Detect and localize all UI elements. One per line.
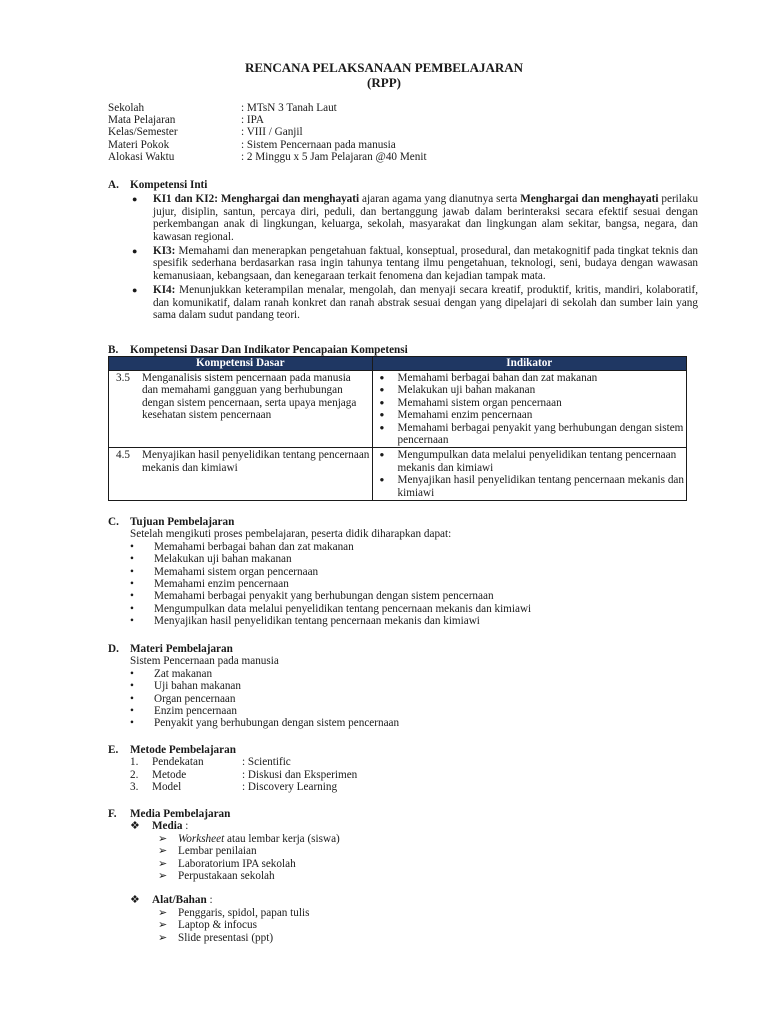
identity-value: : IPA	[241, 114, 264, 127]
media-label: Media	[152, 820, 183, 833]
section-kompetensi-inti	[108, 179, 698, 321]
identity-row	[108, 151, 427, 163]
metode-key: Model	[152, 781, 182, 794]
media-group	[130, 820, 698, 882]
list-item-text: Zat makanan	[154, 667, 213, 680]
section-intro: Setelah mengikuti proses pembelajaran, peserta didik diharapkan dapat:	[130, 528, 452, 541]
media-item-text: Laboratorium IPA sekolah	[178, 857, 296, 870]
list-item-text: Melakukan uji bahan makanan	[154, 553, 292, 566]
identity-row	[108, 114, 427, 126]
table-header-indikator: Indikator	[372, 357, 686, 371]
ki-label: KI4:	[153, 284, 176, 297]
identity-value: : VIII / Ganjil	[241, 126, 303, 139]
ki-emphasis: Menghargai dan menghayati	[520, 193, 659, 206]
bullet-icon: •	[130, 565, 134, 578]
alat-label: Alat/Bahan	[152, 894, 207, 907]
identity-value: : Sistem Pencernaan pada manusia	[241, 138, 396, 151]
table-header-row	[109, 357, 687, 371]
identity-key: Materi Pokok	[108, 138, 170, 151]
indikator-text: Mengumpulkan data melalui penyelidikan tentang pencernaan mekanis dan kimiawi	[397, 449, 677, 474]
alat-item-text: Penggaris, spidol, papan tulis	[178, 906, 310, 919]
metode-number: 2.	[130, 768, 139, 781]
table-row	[109, 448, 687, 501]
bullet-icon: ●	[379, 422, 385, 432]
bullet-icon: •	[130, 602, 134, 615]
ki-text: Memahami dan menerapkan pengetahuan faktual, konseptual, prosedural, dan metakognitif pada tingkat teknis dan spesifik sederhana berdasarkan rasa ingin tahunya tentang ilmu pengetahuan, teknologi, seni, budaya dengan wawasan kemanusiaan, kebangsaan, dan kenegaraan terkait fenomena dan kejadian tampak mata.	[153, 245, 699, 282]
kd-indikator-table	[108, 356, 687, 501]
section-title: Media Pembelajaran	[130, 808, 231, 820]
bullet-icon: •	[130, 615, 134, 628]
media-item-text: Perpustakaan sekolah	[178, 869, 275, 882]
arrow-bullet-icon: ➢	[158, 845, 168, 858]
arrow-bullet-icon: ➢	[158, 857, 168, 870]
arrow-bullet-icon: ➢	[158, 906, 168, 919]
identity-key: Alokasi Waktu	[108, 150, 175, 163]
metode-key: Pendekatan	[152, 756, 204, 769]
alat-heading	[130, 894, 698, 906]
section-title: Materi Pembelajaran	[130, 643, 233, 655]
kd-text: Menganalisis sistem pencernaan pada manusia dan memahami gangguan yang berhubungan dengan sistem pencernaan, serta upaya menjaga kesehatan sistem pencernaan	[142, 372, 357, 422]
metode-row	[130, 781, 698, 793]
list-item-text: Organ pencernaan	[154, 692, 236, 705]
media-heading	[130, 820, 698, 832]
bullet-icon: •	[130, 540, 134, 553]
kd-number: 3.5	[116, 372, 130, 384]
list-item	[130, 578, 698, 590]
identity-value: : MTsN 3 Tanah Laut	[241, 102, 337, 114]
list-item-text: Menyajikan hasil penyelidikan tentang pencernaan mekanis dan kimiawi	[154, 615, 480, 628]
identity-key: Sekolah	[108, 102, 145, 114]
section-title: Kompetensi Dasar Dan Indikator Pencapaian Kompetensi	[130, 344, 408, 356]
bullet-icon: ●	[132, 194, 138, 205]
identity-block	[108, 102, 427, 163]
indikator-item	[376, 372, 684, 384]
section-heading	[108, 808, 698, 820]
arrow-bullet-icon: ➢	[158, 931, 168, 944]
arrow-bullet-icon: ➢	[158, 919, 168, 932]
diamond-bullet-icon: ❖	[130, 820, 141, 833]
kd-cell	[109, 371, 373, 448]
alat-item-text: Slide presentasi (ppt)	[178, 931, 274, 944]
list-item	[130, 541, 698, 553]
section-letter: C.	[108, 516, 119, 528]
ki-emphasis: Menghargai dan menghayati	[220, 193, 360, 206]
materi-list	[130, 668, 698, 730]
section-heading	[108, 744, 698, 756]
list-item	[130, 615, 698, 627]
section-intro: Sistem Pencernaan pada manusia	[130, 655, 279, 668]
list-item-text: Memahami berbagai bahan dan zat makanan	[154, 540, 354, 553]
list-item-text: Memahami enzim pencernaan	[154, 577, 289, 590]
metode-key: Metode	[152, 768, 187, 781]
list-item	[130, 553, 698, 565]
list-item	[130, 668, 698, 680]
alat-colon: :	[209, 894, 213, 907]
section-heading	[108, 179, 698, 191]
section-kd-heading	[108, 344, 698, 356]
list-item-text: Memahami sistem organ pencernaan	[154, 565, 319, 578]
alat-item	[158, 907, 698, 919]
ki-text: perilaku jujur, disiplin, santun, percaya diri, peduli, dan bertanggung jawab dalam berinteraksi secara efektif sesuai dengan perkembangan anak di lingkungan, keluarga, sekolah, masyarakat dan lingkungan alam sekitar, bangsa, negara, dan kawasan regional.	[153, 193, 699, 243]
section-heading	[108, 344, 698, 356]
section-tujuan	[108, 516, 698, 628]
section-letter: D.	[108, 643, 119, 655]
list-item-text: Memahami berbagai penyakit yang berhubungan dengan sistem pencernaan	[154, 590, 494, 603]
metode-value: : Diskusi dan Eksperimen	[242, 768, 358, 781]
list-item-text: Mengumpulkan data melalui penyelidikan tentang pencernaan mekanis dan kimiawi	[154, 602, 532, 615]
indikator-text: Memahami sistem organ pencernaan	[397, 396, 562, 409]
list-item	[130, 680, 698, 692]
bullet-icon: ●	[132, 246, 138, 257]
indikator-text: Memahami berbagai penyakit yang berhubungan dengan sistem pencernaan	[397, 421, 684, 447]
ki-label: KI3:	[153, 245, 176, 258]
table-row	[109, 371, 687, 448]
section-title: Tujuan Pembelajaran	[130, 516, 235, 528]
ki-item	[108, 193, 698, 243]
media-item	[158, 858, 698, 870]
indikator-text: Memahami berbagai bahan dan zat makanan	[397, 372, 598, 384]
metode-row	[130, 769, 698, 781]
metode-row	[130, 756, 698, 768]
identity-key: Mata Pelajaran	[108, 114, 176, 127]
section-metode	[108, 744, 698, 794]
bullet-icon: ●	[379, 397, 385, 407]
ki-item	[108, 284, 698, 321]
bullet-icon: ●	[379, 410, 385, 420]
list-item	[130, 603, 698, 615]
identity-value: : 2 Minggu x 5 Jam Pelajaran @40 Menit	[241, 150, 427, 163]
section-letter: F.	[108, 808, 117, 820]
ki-text: Menunjukkan keterampilan menalar, mengolah, dan menyaji secara kreatif, produktif, kritis, mandiri, kolaboratif, dan komunikatif, dalam ranah konkret dan ranah abstrak sesuai dengan yang dipelajari di sekolah dan sumber lain yang sama dalam sudut pandang teori.	[153, 284, 698, 322]
section-letter: A.	[108, 179, 119, 191]
indikator-item	[376, 384, 684, 396]
list-item	[130, 693, 698, 705]
section-letter: B.	[108, 344, 119, 356]
metode-value: : Scientific	[242, 756, 291, 769]
arrow-bullet-icon: ➢	[158, 869, 168, 882]
bullet-icon: •	[130, 667, 134, 680]
metode-value: : Discovery Learning	[242, 781, 338, 794]
kd-text: Menyajikan hasil penyelidikan tentang pencernaan mekanis dan kimiawi	[142, 449, 370, 474]
bullet-icon: ●	[379, 450, 385, 460]
metode-number: 1.	[130, 756, 139, 769]
kd-number: 4.5	[116, 449, 130, 462]
bullet-icon: •	[130, 704, 134, 717]
identity-key: Kelas/Semester	[108, 126, 178, 139]
arrow-bullet-icon: ➢	[158, 832, 168, 845]
diamond-bullet-icon: ❖	[130, 894, 141, 907]
indikator-item	[376, 397, 684, 409]
ki-label: KI1 dan KI2:	[153, 193, 218, 206]
ki-item	[108, 245, 698, 282]
media-item	[158, 845, 698, 857]
media-colon: :	[185, 820, 189, 833]
bullet-icon: ●	[379, 475, 385, 485]
identity-row	[108, 102, 427, 114]
alat-item	[158, 932, 698, 944]
bullet-icon: ●	[379, 373, 385, 382]
alat-item-text: Laptop & infocus	[178, 919, 257, 932]
media-item	[158, 870, 698, 882]
bullet-icon: ●	[132, 285, 138, 296]
metode-number: 3.	[130, 781, 139, 794]
list-item	[130, 705, 698, 717]
bullet-icon: ●	[379, 385, 385, 395]
list-item-text: Uji bahan makanan	[154, 680, 241, 693]
alat-item	[158, 919, 698, 931]
section-heading	[108, 643, 698, 655]
media-item-text: atau lembar kerja (siswa)	[224, 832, 340, 845]
indikator-item	[376, 474, 684, 499]
bullet-icon: •	[130, 717, 134, 730]
media-item	[158, 833, 698, 845]
section-title: Metode Pembelajaran	[130, 744, 236, 756]
kd-cell	[109, 448, 373, 501]
indikator-cell	[372, 371, 686, 448]
indikator-item	[376, 422, 684, 447]
list-item	[130, 566, 698, 578]
list-item	[130, 590, 698, 602]
indikator-text: Melakukan uji bahan makanan	[397, 384, 536, 397]
indikator-cell	[372, 448, 686, 501]
tujuan-list	[130, 541, 698, 628]
bullet-icon: •	[130, 680, 134, 693]
document-subtitle: (RPP)	[367, 75, 401, 90]
identity-row	[108, 126, 427, 138]
bullet-icon: •	[130, 692, 134, 705]
bullet-icon: •	[130, 590, 134, 603]
ki-text: ajaran agama yang dianutnya serta	[362, 193, 518, 206]
table-header-kd: Kompetensi Dasar	[109, 357, 373, 371]
alat-group	[130, 894, 698, 944]
indikator-item	[376, 449, 684, 474]
identity-row	[108, 139, 427, 151]
indikator-item	[376, 409, 684, 421]
section-media	[108, 808, 698, 944]
indikator-text: Memahami enzim pencernaan	[397, 409, 533, 422]
media-item-text: Lembar penilaian	[178, 845, 257, 858]
document-title: RENCANA PELAKSANAAN PEMBELAJARAN	[244, 60, 524, 75]
list-item-text: Enzim pencernaan	[154, 704, 237, 717]
media-item-italic: Worksheet	[178, 832, 225, 845]
section-heading	[108, 516, 698, 528]
bullet-icon: •	[130, 577, 134, 590]
indikator-text: Menyajikan hasil penyelidikan tentang pencernaan mekanis dan kimiawi	[397, 474, 684, 499]
bullet-icon: •	[130, 553, 134, 566]
section-materi	[108, 643, 698, 730]
list-item-text: Penyakit yang berhubungan dengan sistem pencernaan	[154, 717, 400, 730]
section-letter: E.	[108, 744, 119, 756]
list-item	[130, 717, 698, 729]
section-title: Kompetensi Inti	[130, 179, 208, 191]
